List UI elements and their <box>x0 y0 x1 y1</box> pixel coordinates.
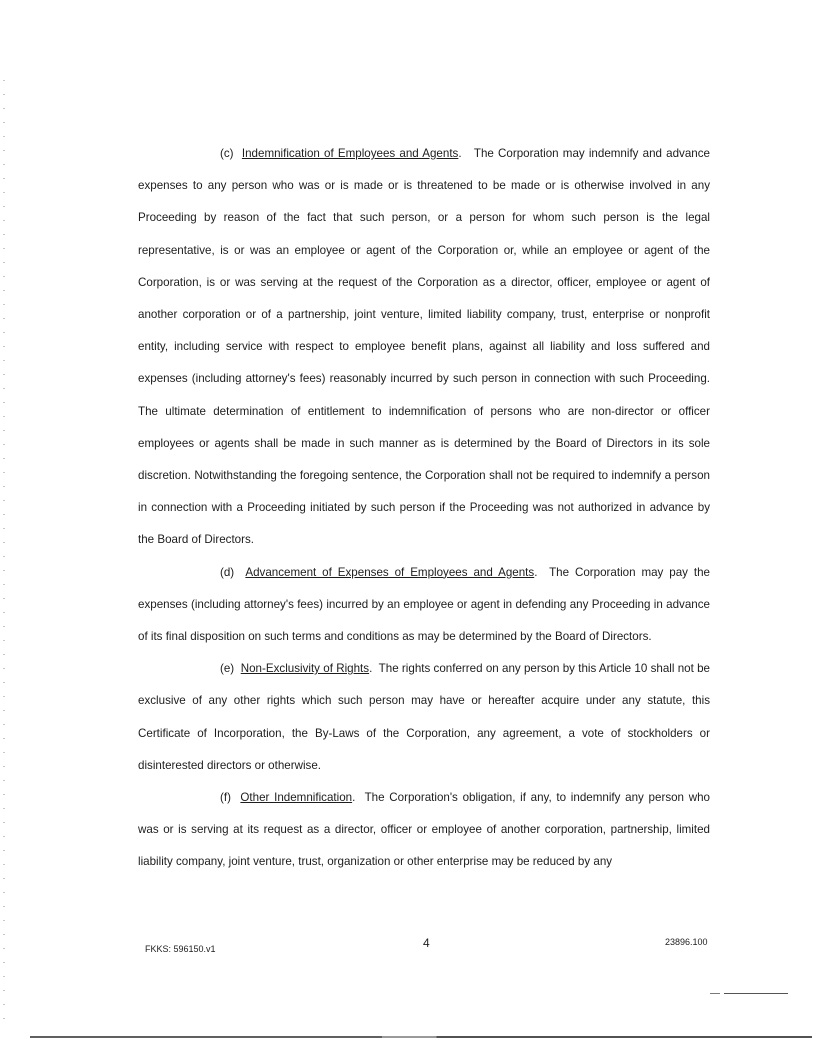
paragraph-c <box>138 138 710 557</box>
paragraph-d-heading: Advancement of Expenses of Employees and Agents <box>245 565 535 579</box>
paragraph-f-heading-punct: . <box>352 791 356 805</box>
paragraph-f-heading: Other Indemnification <box>240 791 353 805</box>
paragraph-d <box>138 557 710 654</box>
scan-bottom-edge <box>30 1036 812 1038</box>
paragraph-f-label: (f) <box>220 791 231 805</box>
footer-document-id: FKKS: 596150.v1 <box>145 944 216 954</box>
paragraph-c-heading-punct: . <box>458 147 462 160</box>
scan-edge-line <box>690 993 788 994</box>
paragraph-d-heading-punct: . <box>534 565 538 579</box>
paragraph-d-text: The Corporation may pay the expenses (including attorney's fees) incurred by an employee or agent in defending any Proceeding in advance of its final disposition on such terms and conditions as may be determined by the Board of Directors. <box>138 565 711 644</box>
footer-file-number: 23896.100 <box>665 937 708 947</box>
paragraph-f-text: The Corporation's obligation, if any, to indemnify any person who was or is serving at its request as a director, officer or employee of another corporation, partnership, limited liability company, joint venture, trust, organization or other enterprise may be reduced by any <box>138 791 710 869</box>
paragraph-e-heading-punct: . <box>369 662 373 676</box>
paragraph-c-label: (c) <box>220 147 234 160</box>
paragraph-c-heading: Indemnification of Employees and Agents <box>241 147 459 160</box>
document-body <box>138 138 710 879</box>
paragraph-f <box>138 782 710 879</box>
paragraph-e-text: The rights conferred on any person by this Article 10 shall not be exclusive of any other rights which such person may have or hereafter acquire under any statute, this Certificate of Incorporation, the By-Laws of the Corporation, any agreement, a vote of stockholders or disinterested directors or otherwise. <box>138 662 710 772</box>
paragraph-e-heading: Non-Exclusivity of Rights <box>240 662 370 676</box>
paragraph-e-label: (e) <box>220 662 235 676</box>
footer-page-number: 4 <box>423 936 430 950</box>
paragraph-e <box>138 653 710 782</box>
paragraph-d-label: (d) <box>220 565 235 579</box>
paragraph-c-text: The Corporation may indemnify and advance expenses to any person who was or is made or is threatened to be made or is otherwise involved in any Proceeding by reason of the fact that such person, or a person for whom such person is the legal representative, is or was an employee or agent of the Corporation or, while an employee or agent of the Corporation, is or was serving at the request of the Corporation as a director, officer, employee or agent of another corporation or of a partnership, joint venture, limited liability company, trust, enterprise or nonprofit entity, including service with respect to employee benefit plans, against all liability and loss suffered and expenses (including attorney's fees) reasonably incurred by such person in connection with such Proceeding. The ultimate determination of entitlement to indemnification of persons who are non-director or officer employees or agents shall be made in such manner as is determined by the Board of Directors in its sole discretion. Notwithstanding the foregoing sentence, the Corporation shall not be required to indemnify a person in connection with a Proceeding initiated by such person if the Proceeding was not authorized in advance by the Board of Directors. <box>138 147 710 547</box>
scan-margin-marks <box>3 80 5 1030</box>
